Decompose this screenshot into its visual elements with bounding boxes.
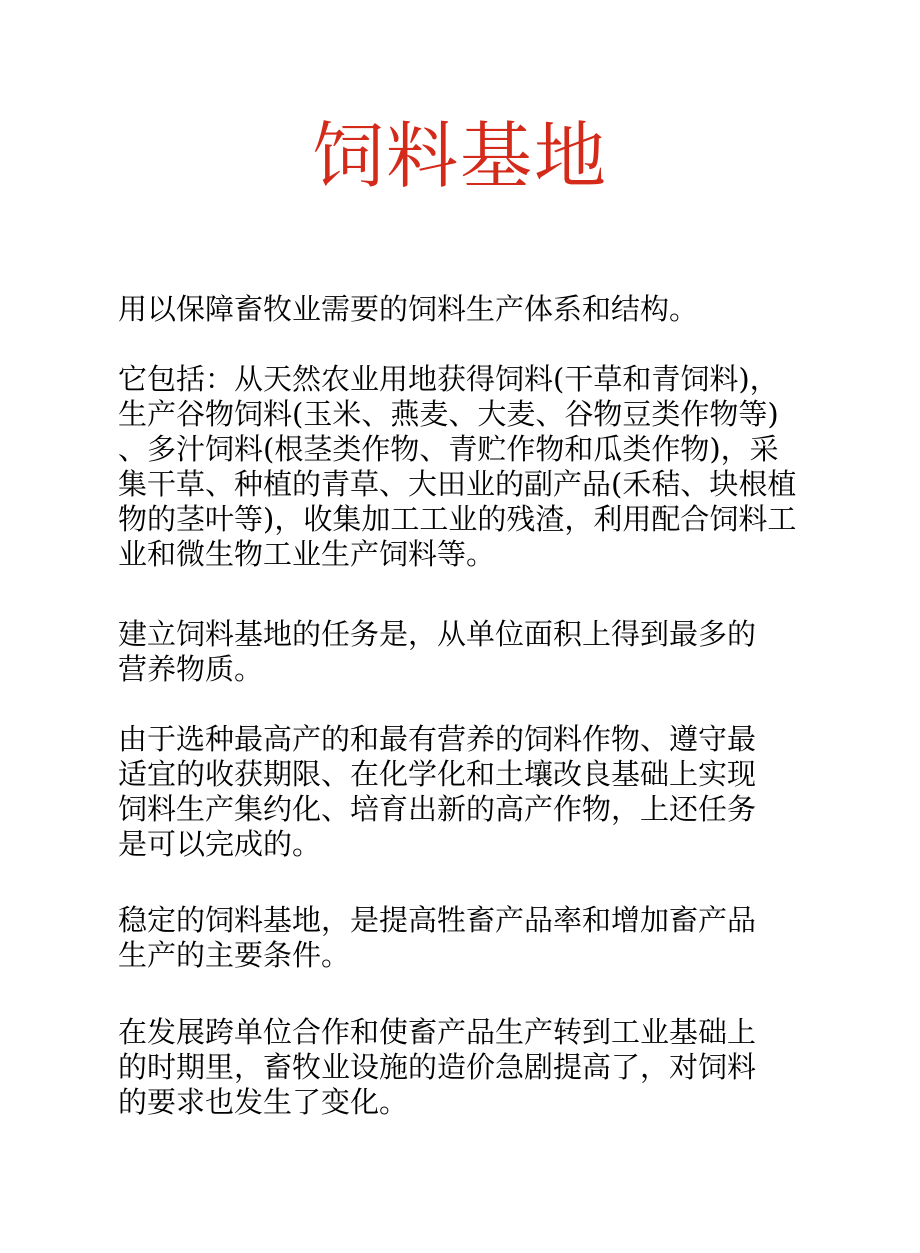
paragraph-definition: 用以保障畜牧业需要的饲料生产体系和结构。 [118,292,699,326]
paragraph-importance: 稳定的饲料基地，是提高牲畜产品率和增加畜产品 生产的主要条件。 [118,903,757,972]
paragraph-components: 它包括：从天然农业用地获得饲料(干草和青饲料)， 生产谷物饲料(玉米、燕麦、大麦、谷物豆类作物等) 、多汁饲料(根茎类作物、青贮作物和瓜类作物)，采 集干草、种植的青草、大田业的副产品(禾秸、块根植 物的茎叶等)，收集加工工业的残渣，利用配合饲料工 业和微生物工业生产饲料等。 [118,362,797,571]
paragraph-task: 建立饲料基地的任务是，从单位面积上得到最多的 营养物质。 [118,617,757,686]
page-title: 饲料基地 [311,114,608,198]
paragraph-development: 在发展跨单位合作和使畜产品生产转到工业基础上 的时期里，畜牧业设施的造价急剧提高了，对饲料 的要求也发生了变化。 [118,1015,757,1119]
paragraph-methods: 由于选种最高产的和最有营养的饲料作物、遵守最 适宜的收获期限、在化学化和土壤改良基础上实现 饲料生产集约化、培育出新的高产作物，上还任务 是可以完成的。 [118,722,757,861]
